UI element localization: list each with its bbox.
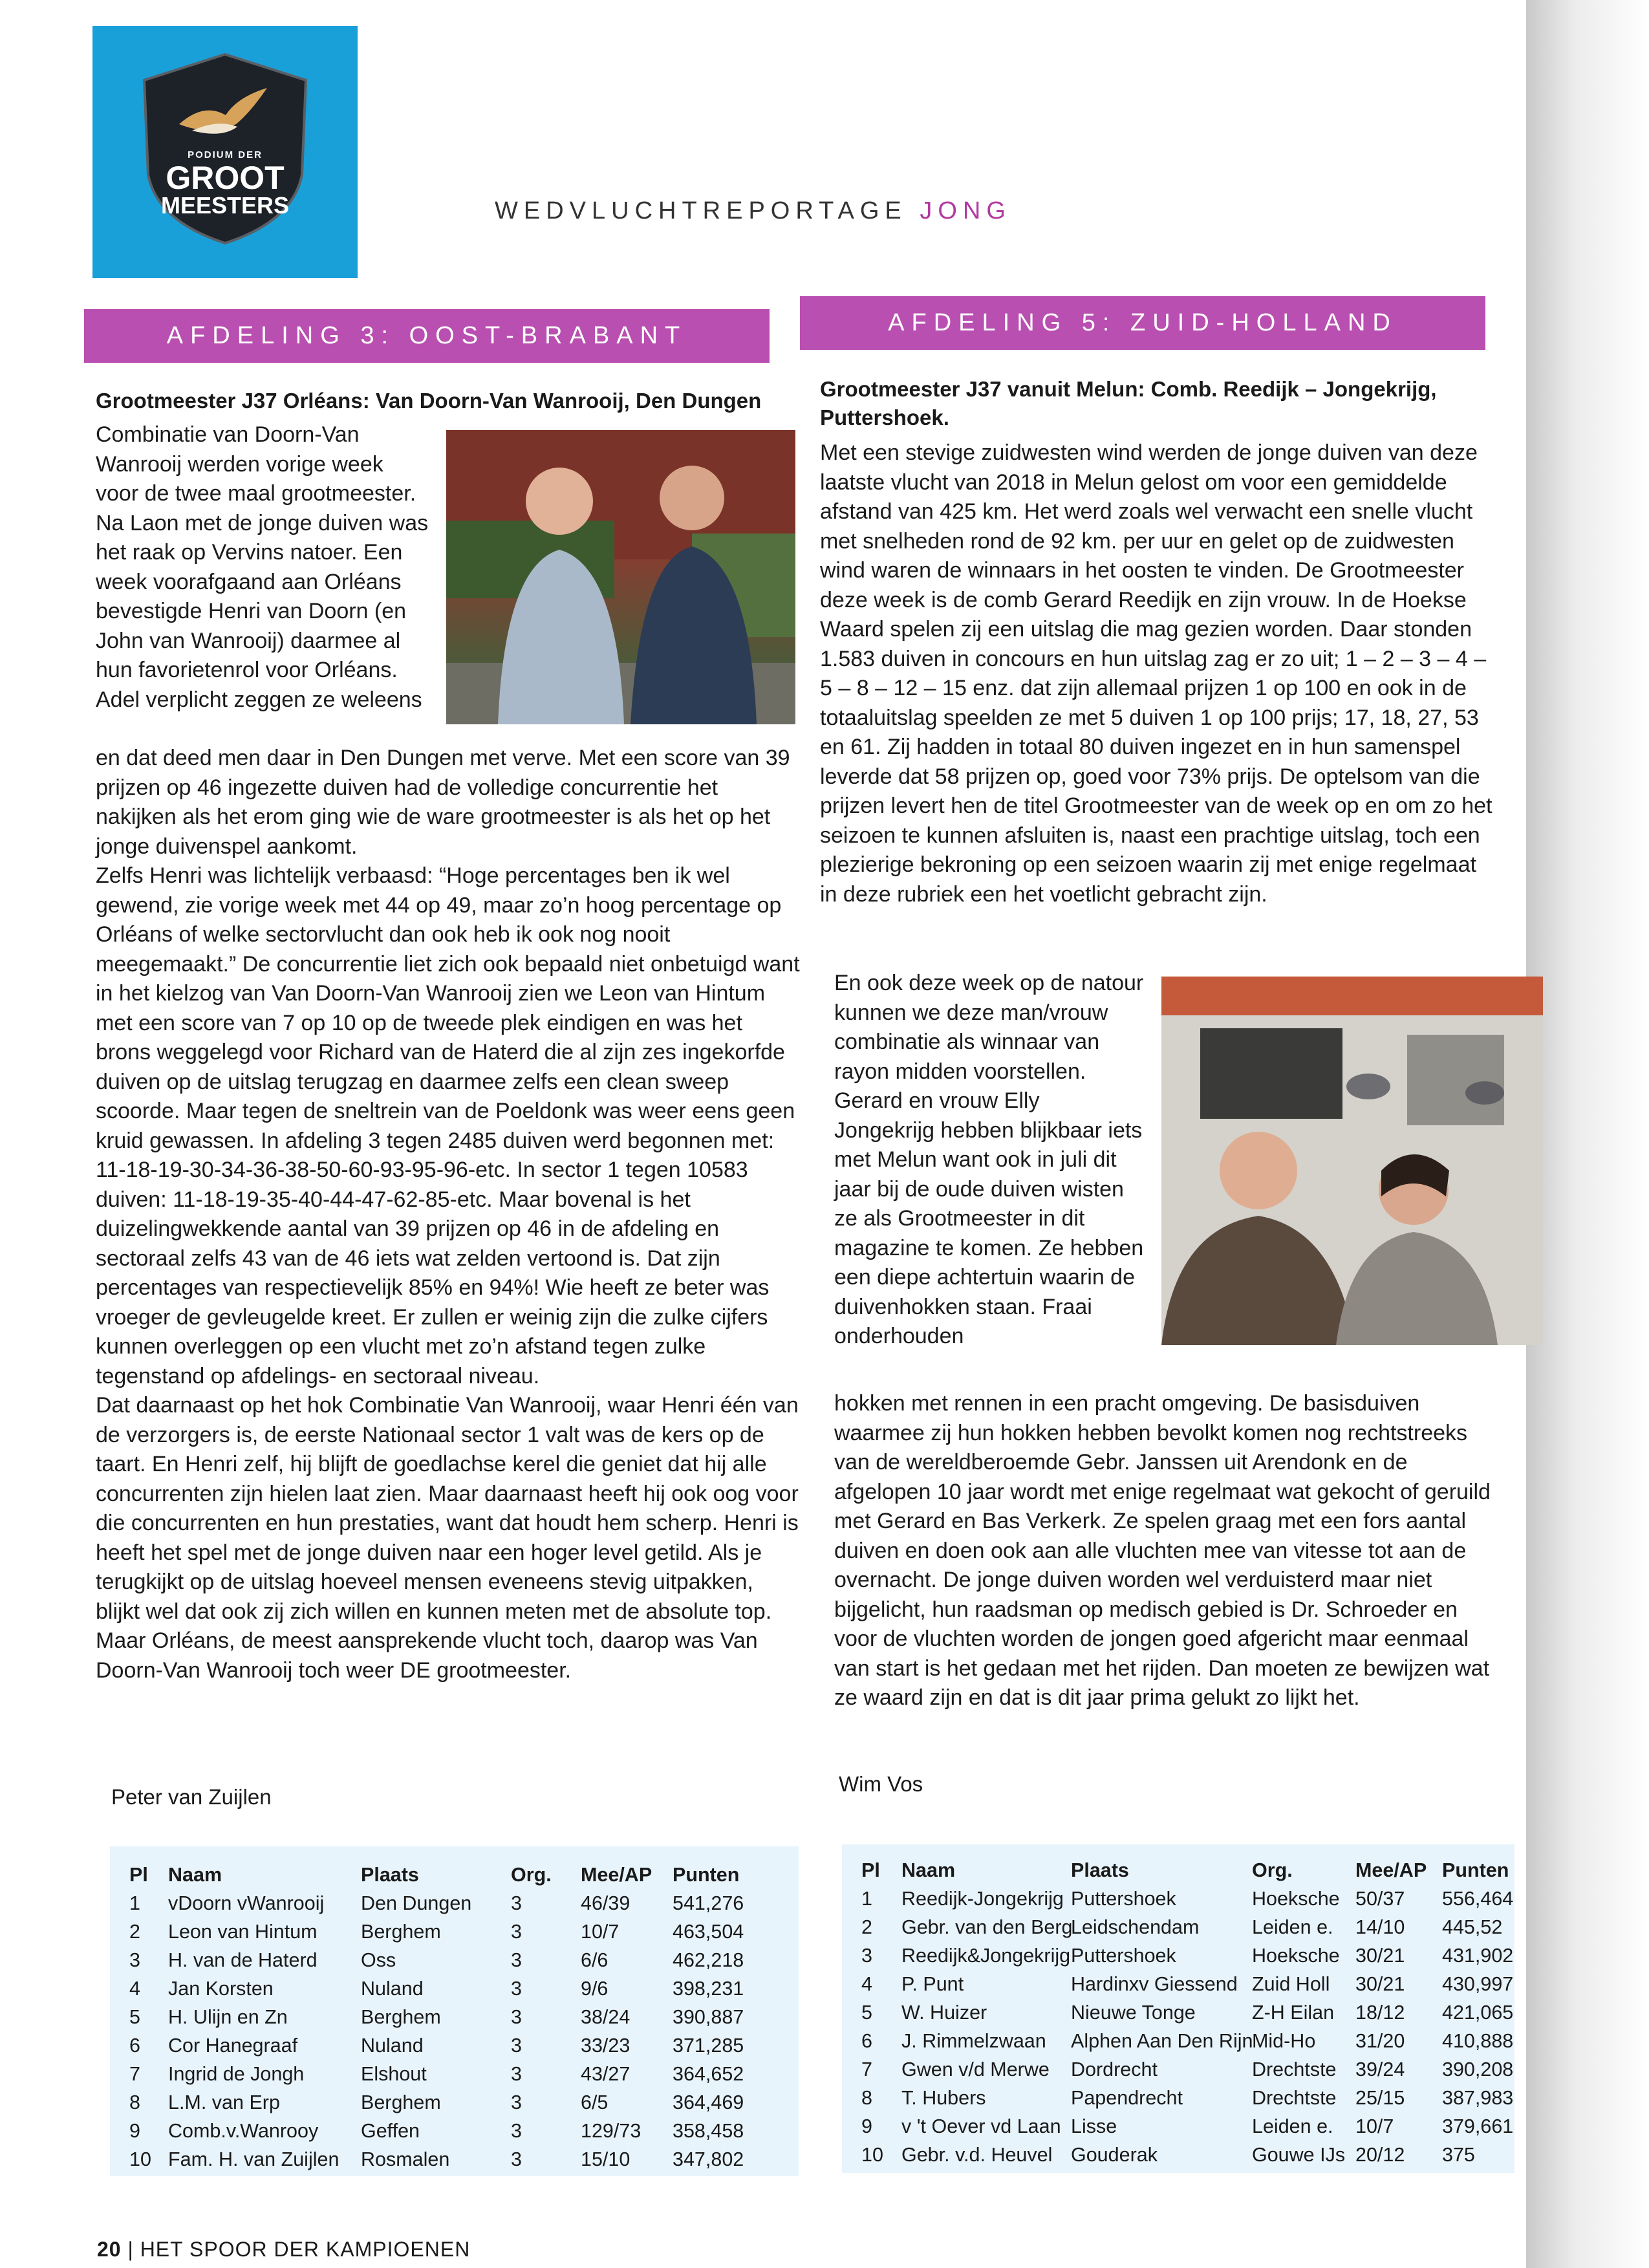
cell-punten: 390,887 — [673, 2006, 744, 2028]
header-label-accent: JONG — [920, 197, 1011, 224]
table-row — [842, 2112, 1514, 2141]
table-row — [110, 2117, 799, 2145]
cell-pl: 6 — [861, 2030, 872, 2052]
cell-naam: Reedijk-Jongekrijg — [901, 1888, 1064, 1910]
cell-naam: Gwen v/d Merwe — [901, 2058, 1050, 2080]
cell-plaats: Den Dungen — [361, 1892, 472, 1914]
cell-org: Leiden e. — [1252, 2115, 1333, 2137]
cell-plaats: Nuland — [361, 1978, 424, 2000]
cell-pl: 5 — [861, 2002, 872, 2024]
cell-pl: 4 — [129, 1978, 140, 2000]
cell-plaats: Geffen — [361, 2120, 420, 2142]
cell-org: Zuid Holl — [1252, 1973, 1330, 1995]
cell-punten: 358,458 — [673, 2120, 744, 2142]
cell-punten: 364,652 — [673, 2063, 744, 2085]
cell-mee-ap: 10/7 — [1355, 2115, 1394, 2137]
logo-small-text: PODIUM DER — [188, 149, 263, 160]
table-row — [110, 2060, 799, 2088]
cell-pl: 5 — [129, 2006, 140, 2028]
cell-mee-ap: 129/73 — [581, 2120, 641, 2142]
table-row — [842, 1885, 1514, 1913]
article-headline-left: Grootmeester J37 Orléans: Van Doorn-Van Wanrooij, Den Dungen — [96, 389, 762, 413]
header-punten: Punten — [1442, 1859, 1509, 1881]
cell-pl: 2 — [129, 1921, 140, 1943]
table-row — [110, 2088, 799, 2117]
cell-org: 3 — [511, 1949, 522, 1971]
cell-punten: 398,231 — [673, 1978, 744, 2000]
cell-naam: Leon van Hintum — [168, 1921, 318, 1943]
cell-pl: 6 — [129, 2035, 140, 2057]
page-number: 20 — [97, 2238, 122, 2261]
header-mee-ap: Mee/AP — [1355, 1859, 1427, 1881]
article-intro-right: Met een stevige zuidwesten wind werden de jonge duiven van deze laatste vlucht van 2018 in Melun gelost om voor een gemiddelde afstand van 425 km. Het werd zoals wel verwacht een snelle vlucht met snelheden rond de 92 km. per uur en gelet op de zuidwesten wind waren de winnaars in het oosten te vinden. De Grootmeester deze week is de comb Gerard Reedijk en zijn vrouw. In de Hoekse Waard spelen zij een uitslag die mag gezien worden. Daar stonden 1.583 duiven in concours en hun uitslag zag er zo uit; 1 – 2 – 3 – 4 – 5 – 8 – 12 – 15 enz. dat zijn allemaal prijzen 1 op 100 en ook in de totaaluitslag speelden ze met 5 duiven 1 op 100 prijs; 17, 18, 27, 53 en 61. Zij hadden in totaal 80 duiven ingezet en in hun samenspel leverde dat 58 prijzen op, goed voor 73% prijs. De optelsom van die prijzen levert hen de titel Grootmeester van de week op en om zo het seizoen te kunnen afsluiten is, naast een prachtige uitslag, toch een plezierige bekroning op een seizoen waarin zij met enige regelmaat in deze rubriek een het voetlicht gebracht zijn. — [820, 440, 1493, 907]
table-header-row — [842, 1856, 1514, 1885]
cell-punten: 462,218 — [673, 1949, 744, 1971]
cell-mee-ap: 38/24 — [581, 2006, 630, 2028]
cell-plaats: Oss — [361, 1949, 396, 1971]
cell-plaats: Dordrecht — [1071, 2058, 1158, 2080]
cell-mee-ap: 14/10 — [1355, 1916, 1405, 1938]
cell-plaats: Hardinxv Giessend — [1071, 1973, 1238, 1995]
results-table-zuid-holland — [842, 1844, 1514, 2173]
table-row — [110, 1917, 799, 1946]
article-body-right: hokken met rennen in een pracht omgeving. De basisduiven waarmee zij hun hokken hebben bevolkt komen nog rechtstreeks van de wereldberoemde Gebr. Janssen uit Arendonk en de afgelopen 10 jaar wordt met enige regelmaat wat gekocht of geruild met Gerard en Bas Verkerk. Ze spelen graag met een fors aantal duiven en doen ook aan alle vluchten mee van vitesse tot aan de overnacht. De jonge duiven worden wel verduisterd maar niet bijgelicht, hun raadsman op medisch gebied is Dr. Schroeder en voor de vluchten worden de jongen goed afgericht maar eenmaal van start is het gedaan met het rijden. Dan moeten ze bewijzen wat ze waard zijn en dat is dit jaar prima gelukt zo lijkt het. — [834, 1391, 1491, 1710]
cell-org: Leiden e. — [1252, 1916, 1333, 1938]
cell-org: 3 — [511, 1921, 522, 1943]
cell-pl: 10 — [861, 2144, 883, 2166]
section-bar-zuid-holland: AFDELING 5: ZUID-HOLLAND — [800, 296, 1485, 350]
cell-punten: 541,276 — [673, 1892, 744, 1914]
header-naam: Naam — [901, 1859, 956, 1881]
cell-org: Drechtste — [1252, 2058, 1337, 2080]
cell-naam: v 't Oever vd Laan — [901, 2115, 1061, 2137]
cell-plaats: Lisse — [1071, 2115, 1117, 2137]
table-row — [842, 2027, 1514, 2055]
cell-naam: P. Punt — [901, 1973, 964, 1995]
cell-org: 3 — [511, 2063, 522, 2085]
table-row — [842, 1941, 1514, 1970]
table-header-row — [110, 1861, 799, 1889]
article-mid-right: En ook deze week op de natour kunnen we deze man/vrouw combinatie als winnaar van rayon midden voorstellen. Gerard en vrouw Elly Jongekrijg hebben blijkbaar iets met Melun want ook in juli dit jaar bij de oude duiven wisten ze als Grootmeester in dit magazine te komen. Ze hebben een diepe achtertuin waarin de duivenhokken staan. Fraai onderhouden — [834, 971, 1144, 1348]
cell-naam: Jan Korsten — [168, 1978, 274, 2000]
magazine-title: HET SPOOR DER KAMPIOENEN — [140, 2238, 471, 2261]
cell-org: 3 — [511, 2035, 522, 2057]
cell-punten: 375 — [1442, 2144, 1475, 2166]
podium-grootmeesters-logo — [140, 52, 310, 246]
header-pl: Pl — [861, 1859, 880, 1881]
cell-mee-ap: 31/20 — [1355, 2030, 1405, 2052]
cell-naam: L.M. van Erp — [168, 2091, 280, 2113]
cell-plaats: Puttershoek — [1071, 1888, 1176, 1910]
cell-pl: 9 — [861, 2115, 872, 2137]
table-row — [110, 1889, 799, 1917]
cell-org: Drechtste — [1252, 2087, 1337, 2109]
cell-org: Mid-Ho — [1252, 2030, 1316, 2052]
cell-plaats: Papendrecht — [1071, 2087, 1183, 2109]
cell-mee-ap: 46/39 — [581, 1892, 630, 1914]
cell-pl: 8 — [861, 2087, 872, 2109]
cell-plaats: Berghem — [361, 2091, 441, 2113]
table-row — [110, 1974, 799, 2003]
page-edge — [1526, 0, 1649, 2268]
cell-punten: 445,52 — [1442, 1916, 1503, 1938]
cell-naam: Comb.v.Wanrooy — [168, 2120, 319, 2142]
cell-naam: H. van de Haterd — [168, 1949, 318, 1971]
table-row — [842, 2141, 1514, 2169]
cell-plaats: Elshout — [361, 2063, 427, 2085]
cell-mee-ap: 43/27 — [581, 2063, 630, 2085]
cell-pl: 10 — [129, 2148, 151, 2170]
cell-mee-ap: 6/5 — [581, 2091, 609, 2113]
cell-punten: 347,802 — [673, 2148, 744, 2170]
article-body-left: en dat deed men daar in Den Dungen met verve. Met een score van 39 prijzen op 46 ingezette duiven had de volledige concurrentie het nakijken als het erom ging wie de ware grootmeester is als het op het jonge duivenspel aankomt. Zelfs Henri was lichtelijk verbaasd: “Hoge percentages ben ik wel gewend, zie vorige week met 44 op 49, maar zo’n hoog percentage op Orléans of welke sectorvlucht dan ook heb ik ook nog nooit meegemaakt.” De concurrentie liet zich ook bepaald niet onbetuigd want in het kielzog van Van Doorn-Van Wanrooij zien we Leon van Hintum met een score van 7 op 10 op de tweede plek eindigen en was het brons weggelegd voor Richard van de Haterd die al zijn zes ingekorfde duiven op de uitslag terugzag en daarmee zelfs een clean sweep scoorde. Maar tegen de sneltrein van de Poeldonk was weer eens geen kruid gewassen. In afdeling 3 tegen 2485 duiven werd begonnen met: 11-18-19-30-34-36-38-50-60-93-95-96-etc. In sector 1 tegen 10583 duiven: 11-18-19-35-40-44-47-62-85-etc. Maar bovenal is het duizelingwekkende aantal van 39 prijzen op 46 in de afdeling en sectoraal zelfs 43 van de 46 iets wat zelden vertoond is. Dat zijn percentages van respectievelijk 85% en 94%! Wie heeft ze beter was vroeger de gevleugelde kreet. Er zullen er weinig zijn die zulke cijfers kunnen overleggen op een vlucht met zo’n afstand tegen zulke tegenstand op afdelings- en sectoraal niveau. Dat daarnaast op het hok Combinatie Van Wanrooij, waar Henri één van de verzorgers is, de eerste Nationaal sector 1 valt was de kers op de taart. En Henri zelf, hij blijft de goedlachse kerel die geniet dat hij alle concurrenten zijn hielen laat zien. Maar daarnaast heeft hij ook oog voor die concurrenten en hun prestaties, want dat houdt hem scherp. Henri is heeft het spel met de jonge duiven naar een hoger level getild. Als je terugkijkt op de uitslag hoeveel mensen eveneens stevig uitpakken, blijkt wel dat ook zij zich willen en kunnen meten met de absolute top. Maar Orléans, de meest aansprekende vlucht toch, daarop was Van Doorn-Van Wanrooij toch weer DE grootmeester. — [96, 746, 800, 1683]
header-mee-ap: Mee/AP — [581, 1864, 652, 1886]
cell-naam: H. Ulijn en Zn — [168, 2006, 288, 2028]
cell-punten: 463,504 — [673, 1921, 744, 1943]
table-row — [842, 1970, 1514, 1998]
cell-plaats: Puttershoek — [1071, 1945, 1176, 1967]
header-label — [495, 197, 1011, 225]
cell-org: 3 — [511, 2006, 522, 2028]
section-bar-oost-brabant: AFDELING 3: OOST-BRABANT — [84, 309, 770, 363]
cell-punten: 421,065 — [1442, 2002, 1514, 2024]
author-left: Peter van Zuijlen — [111, 1785, 272, 1809]
table-row — [110, 2003, 799, 2031]
table-row — [110, 1946, 799, 1974]
cell-pl: 1 — [861, 1888, 872, 1910]
cell-mee-ap: 30/21 — [1355, 1973, 1405, 1995]
cell-mee-ap: 10/7 — [581, 1921, 620, 1943]
cell-mee-ap: 9/6 — [581, 1978, 609, 2000]
cell-naam: Ingrid de Jongh — [168, 2063, 305, 2085]
cell-plaats: Berghem — [361, 1921, 441, 1943]
header-label-prefix: WEDVLUCHTREPORTAGE — [495, 197, 907, 224]
cell-org: 3 — [511, 1978, 522, 2000]
table-row — [842, 2055, 1514, 2084]
logo-line2: MEESTERS — [160, 192, 290, 219]
cell-plaats: Berghem — [361, 2006, 441, 2028]
table-row — [842, 1913, 1514, 1941]
cell-org: Z-H Eilan — [1252, 2002, 1335, 2024]
cell-mee-ap: 15/10 — [581, 2148, 630, 2170]
header-naam: Naam — [168, 1864, 222, 1886]
author-right: Wim Vos — [839, 1772, 923, 1796]
cell-naam: J. Rimmelzwaan — [901, 2030, 1046, 2052]
cell-plaats: Gouderak — [1071, 2144, 1158, 2166]
cell-mee-ap: 20/12 — [1355, 2144, 1405, 2166]
cell-mee-ap: 25/15 — [1355, 2087, 1405, 2109]
cell-org: 3 — [511, 2091, 522, 2113]
cell-org: 3 — [511, 2148, 522, 2170]
cell-punten: 387,983 — [1442, 2087, 1514, 2109]
page-footer — [97, 2238, 470, 2262]
cell-naam: vDoorn vWanrooij — [168, 1892, 325, 1914]
table-row — [842, 1998, 1514, 2027]
cell-naam: Gebr. van den Berg — [901, 1916, 1073, 1938]
cell-plaats: Rosmalen — [361, 2148, 450, 2170]
cell-plaats: Nuland — [361, 2035, 424, 2057]
cell-mee-ap: 18/12 — [1355, 2002, 1405, 2024]
results-table-oost-brabant — [110, 1846, 799, 2176]
cell-pl: 7 — [129, 2063, 140, 2085]
cell-pl: 8 — [129, 2091, 140, 2113]
header-punten: Punten — [673, 1864, 740, 1886]
cell-punten: 556,464 — [1442, 1888, 1514, 1910]
cell-pl: 7 — [861, 2058, 872, 2080]
cell-naam: Cor Hanegraaf — [168, 2035, 298, 2057]
cell-pl: 4 — [861, 1973, 872, 1995]
cell-naam: Reedijk&Jongekrijg — [901, 1945, 1071, 1967]
cell-naam: T. Hubers — [901, 2087, 986, 2109]
header-org: Org. — [1252, 1859, 1293, 1881]
photo-van-doorn-van-wanrooij — [446, 430, 795, 724]
cell-naam: Fam. H. van Zuijlen — [168, 2148, 339, 2170]
cell-punten: 364,469 — [673, 2091, 744, 2113]
cell-mee-ap: 50/37 — [1355, 1888, 1405, 1910]
cell-punten: 371,285 — [673, 2035, 744, 2057]
cell-org: Hoeksche — [1252, 1888, 1340, 1910]
cell-mee-ap: 30/21 — [1355, 1945, 1405, 1967]
cell-org: 3 — [511, 2120, 522, 2142]
cell-plaats: Nieuwe Tonge — [1071, 2002, 1196, 2024]
cell-mee-ap: 33/23 — [581, 2035, 630, 2057]
photo-reedijk-jongekrijg — [1161, 977, 1543, 1345]
table-row — [110, 2031, 799, 2060]
cell-punten: 410,888 — [1442, 2030, 1514, 2052]
header-pl: Pl — [129, 1864, 148, 1886]
footer-separator: | — [127, 2238, 134, 2261]
cell-mee-ap: 6/6 — [581, 1949, 609, 1971]
article-headline-right: Grootmeester J37 vanuit Melun: Comb. Reedijk – Jongekrijg, Puttershoek. — [820, 377, 1437, 429]
table-row — [842, 2084, 1514, 2112]
cell-punten: 379,661 — [1442, 2115, 1514, 2137]
cell-pl: 1 — [129, 1892, 140, 1914]
article-intro-left: Combinatie van Doorn-Van Wanrooij werden vorige week voor de twee maal grootmeester. Na Laon met de jonge duiven was het raak op Vervins natoer. Een week voorafgaand aan Orléans bevestigde Henri van Doorn (en John van Wanrooij) daarmee al hun favorietenrol voor Orléans. Adel verplicht zeggen ze weleens — [96, 422, 429, 712]
cell-pl: 9 — [129, 2120, 140, 2142]
cell-punten: 390,208 — [1442, 2058, 1514, 2080]
header-org: Org. — [511, 1864, 552, 1886]
cell-naam: Gebr. v.d. Heuvel — [901, 2144, 1053, 2166]
cell-org: 3 — [511, 1892, 522, 1914]
cell-punten: 431,902 — [1442, 1945, 1514, 1967]
cell-org: Gouwe IJs — [1252, 2144, 1346, 2166]
cell-mee-ap: 39/24 — [1355, 2058, 1405, 2080]
cell-pl: 2 — [861, 1916, 872, 1938]
header-plaats: Plaats — [361, 1864, 419, 1886]
cell-org: Hoeksche — [1252, 1945, 1340, 1967]
table-row — [110, 2145, 799, 2174]
cell-plaats: Leidschendam — [1071, 1916, 1200, 1938]
logo-line1: GROOT — [166, 160, 285, 196]
cell-pl: 3 — [861, 1945, 872, 1967]
cell-plaats: Alphen Aan Den Rijn — [1071, 2030, 1253, 2052]
cell-pl: 3 — [129, 1949, 140, 1971]
cell-naam: W. Huizer — [901, 2002, 987, 2024]
cell-punten: 430,997 — [1442, 1973, 1514, 1995]
header-plaats: Plaats — [1071, 1859, 1129, 1881]
